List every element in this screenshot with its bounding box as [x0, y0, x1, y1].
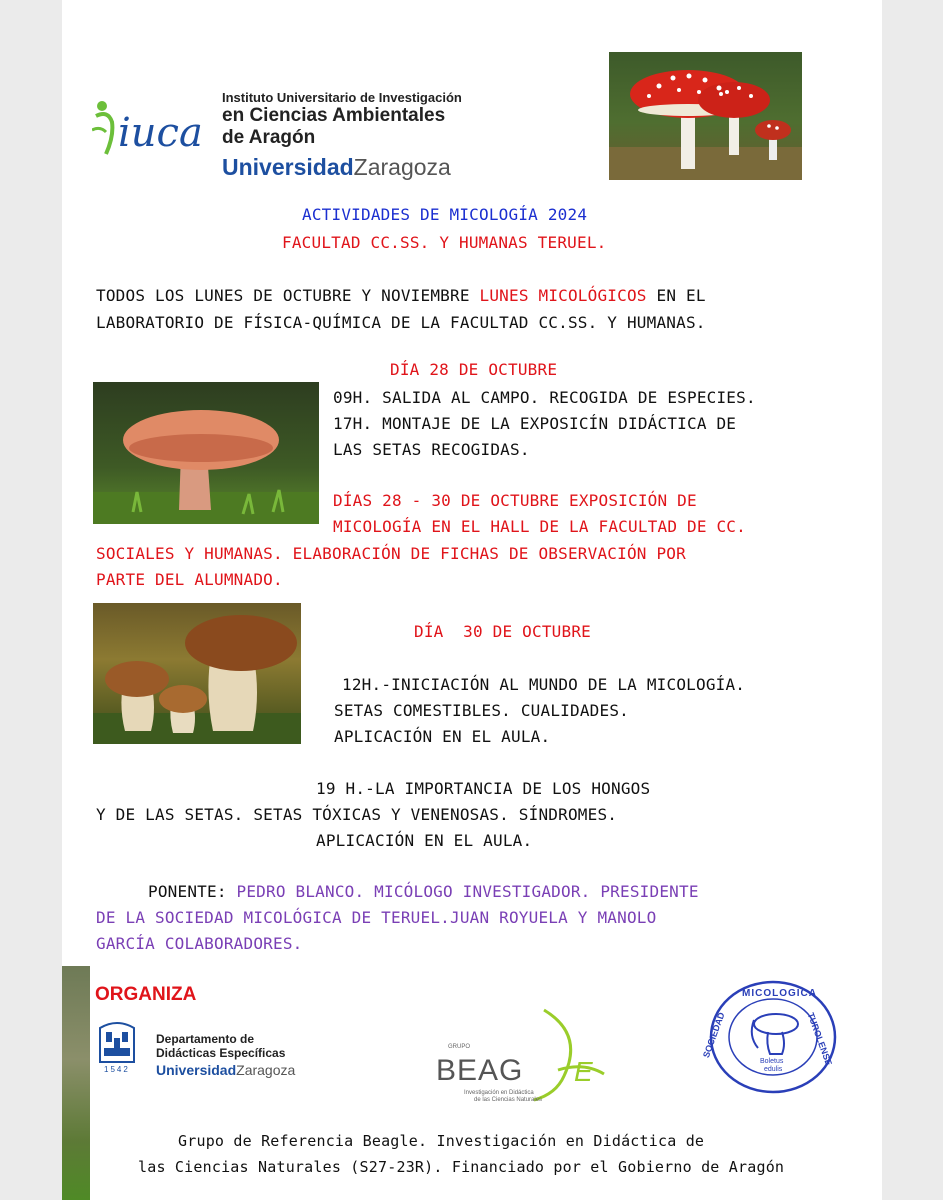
ponente-line-2: DE LA SOCIEDAD MICOLÓGICA DE TERUEL.JUAN ROYUELA Y MANOLO	[96, 908, 657, 927]
zaragoza-crest-icon	[96, 1018, 138, 1078]
organiza-label: ORGANIZA	[95, 984, 197, 1005]
department-line-2: Didácticas Específicas	[156, 1046, 286, 1060]
beagle-e-letter: E	[574, 1056, 593, 1087]
department-university-logo	[156, 1062, 295, 1078]
day30-session1-line-3: APLICACIÓN EN EL AULA.	[334, 727, 551, 746]
beagle-group-label: GRUPO	[448, 1044, 471, 1050]
intro-line-1	[96, 286, 706, 305]
day30-heading: DÍA 30 DE OCTUBRE	[414, 622, 591, 641]
day30-session2-line-2: Y DE LAS SETAS. SETAS TÓXICAS Y VENENOSAS. SÍNDROMES.	[96, 805, 618, 824]
beagle-logo	[434, 1004, 614, 1104]
sociedad-micologica-seal	[700, 978, 838, 1096]
crest-year: 1542	[104, 1065, 130, 1074]
day30-session1-line-1: 12H.-INICIACIÓN AL MUNDO DE LA MICOLOGÍA.	[342, 675, 746, 694]
intro-part-2: EN EL	[646, 286, 706, 305]
footer-line-2: las Ciencias Naturales (S27-23R). Financiado por el Gobierno de Aragón	[138, 1158, 785, 1176]
dept-university-bold: Universidad	[156, 1062, 237, 1078]
day28-item-1: 09H. SALIDA AL CAMPO. RECOGIDA DE ESPECIES.	[333, 388, 756, 407]
forest-edge-strip	[62, 966, 90, 1200]
intro-highlight: LUNES MICOLÓGICOS	[479, 286, 647, 305]
department-name	[156, 1032, 285, 1060]
seal-center-text-2: edulis	[764, 1066, 783, 1073]
expo-line-4: PARTE DEL ALUMNADO.	[96, 570, 283, 589]
ponente-line-3: GARCÍA COLABORADORES.	[96, 934, 303, 953]
amanita-mushroom-icon	[609, 52, 802, 180]
title-line-1: ACTIVIDADES DE MICOLOGÍA 2024	[302, 205, 588, 224]
expo-line-1: DÍAS 28 - 30 DE OCTUBRE EXPOSICIÓN DE	[333, 491, 697, 510]
amanita-muscaria-photo	[609, 52, 802, 180]
day28-item-3: LAS SETAS RECOGIDAS.	[333, 440, 530, 459]
university-bold: Universidad	[222, 154, 354, 180]
day30-session2-line-3: APLICACIÓN EN EL AULA.	[316, 831, 533, 850]
university-light: Zaragoza	[353, 154, 451, 180]
institute-line-1: Instituto Universitario de Investigación	[222, 90, 462, 105]
institute-line-3: de Aragón	[222, 127, 316, 148]
ponente-line-1	[148, 882, 699, 901]
beagle-wordmark: BEAG	[436, 1054, 524, 1087]
institute-name	[222, 90, 462, 149]
beagle-subtitle-1: Investigación en Didáctica	[464, 1090, 534, 1096]
institute-line-2: en Ciencias Ambientales	[222, 105, 446, 126]
boletus-mushroom-icon	[93, 603, 301, 744]
day30-session2-line-1: 19 H.-LA IMPORTANCIA DE LOS HONGOS	[316, 779, 651, 798]
title-line-2: FACULTAD CC.SS. Y HUMANAS TERUEL.	[282, 233, 607, 252]
iuca-wordmark: iuca	[118, 110, 203, 156]
seal-left-text: SOCIEDAD	[700, 1010, 727, 1060]
dept-university-light: Zaragoza	[236, 1062, 296, 1078]
ponente-name: PEDRO BLANCO. MICÓLOGO INVESTIGADOR. PRESIDENTE	[236, 882, 699, 901]
lactarius-photo	[93, 382, 319, 524]
iuca-logo	[92, 96, 202, 162]
boletus-photo	[93, 603, 301, 744]
beagle-subtitle-2: de las Ciencias Naturales	[474, 1097, 543, 1103]
intro-line-2: LABORATORIO DE FÍSICA-QUÍMICA DE LA FACULTAD CC.SS. Y HUMANAS.	[96, 313, 706, 332]
day30-session1-line-2: SETAS COMESTIBLES. CUALIDADES.	[334, 701, 629, 720]
expo-line-2: MICOLOGÍA EN EL HALL DE LA FACULTAD DE CC.	[333, 517, 746, 536]
footer-line-1: Grupo de Referencia Beagle. Investigación en Didáctica de	[178, 1132, 705, 1150]
seal-right-text: TUROLENSE	[805, 1011, 834, 1067]
ponente-label: PONENTE	[148, 882, 217, 901]
ponente-colon: :	[216, 882, 237, 901]
day28-item-2: 17H. MONTAJE DE LA EXPOSICÍN DIDÁCTICA DE	[333, 414, 737, 433]
seal-center-text-1: Boletus	[760, 1058, 784, 1065]
intro-part-1: TODOS LOS LUNES DE OCTUBRE Y NOVIEMBRE	[96, 286, 480, 305]
lactarius-mushroom-icon	[93, 382, 319, 524]
seal-top-text: MICOLOGICA	[742, 988, 817, 999]
department-line-1: Departamento de	[156, 1032, 255, 1046]
expo-line-3: SOCIALES Y HUMANAS. ELABORACIÓN DE FICHAS DE OBSERVACIÓN POR	[96, 544, 686, 563]
university-zaragoza-logo	[222, 154, 451, 181]
day28-heading: DÍA 28 DE OCTUBRE	[390, 360, 558, 379]
